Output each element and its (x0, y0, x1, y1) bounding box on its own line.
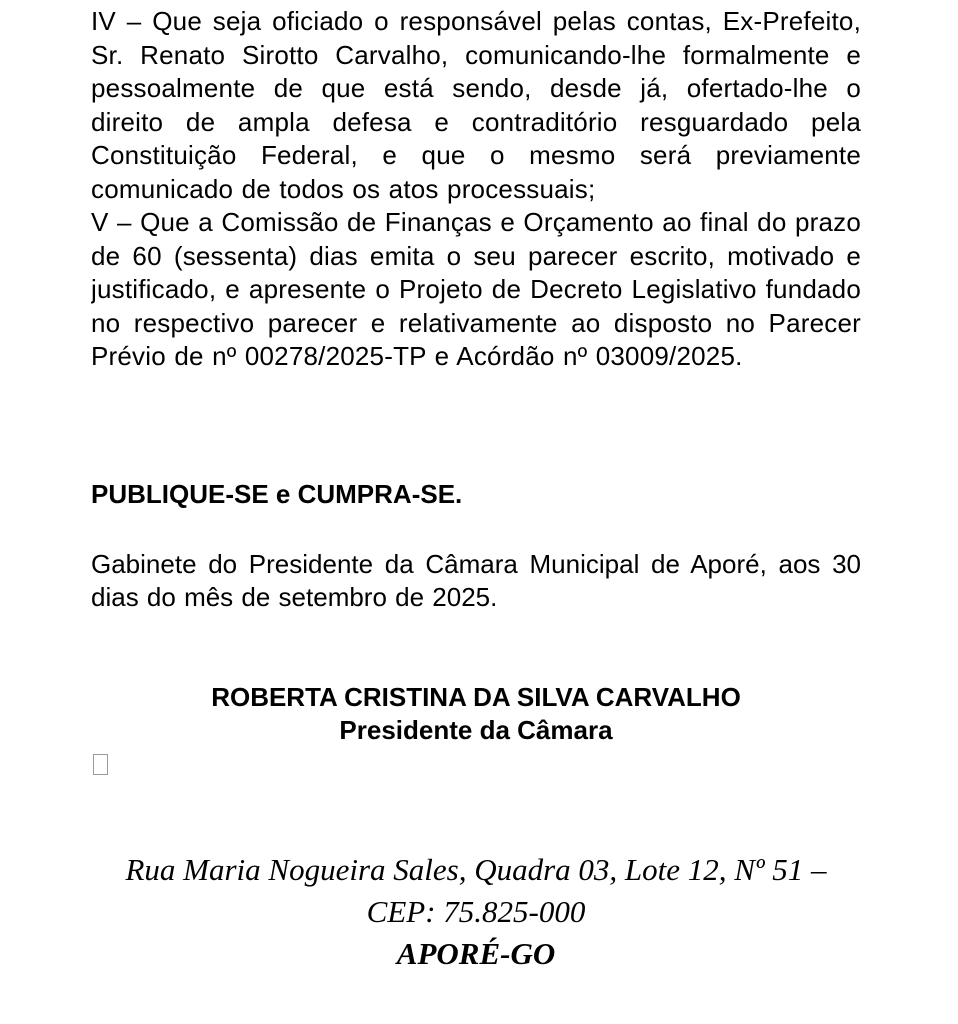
document-content (91, 0, 861, 975)
resolution-item-v: V – Que a Comissão de Finanças e Orçamento ao final do prazo de 60 (sessenta) dias emita o seu parecer escrito, motivado e justificado, e apresente o Projeto de Decreto Legislativo fundado no respectivo parecer e relativamente ao disposto no Parecer Prévio de nº 00278/2025-TP e Acórdão nº 03009/2025. (91, 207, 861, 371)
signature-block (91, 681, 861, 748)
footer-city-line: APORÉ-GO (396, 935, 556, 971)
cabinet-dateline: Gabinete do Presidente da Câmara Municipal de Aporé, aos 30 dias do mês de setembro de 2025. (91, 548, 861, 612)
signatory-role: Presidente da Câmara (339, 715, 613, 745)
footer-address-line1: Rua Maria Nogueira Sales, Quadra 03, Lote 12, Nº 51 – (125, 851, 827, 887)
publish-order-line: PUBLIQUE-SE e CUMPRA-SE. (91, 479, 463, 509)
missing-glyph-box-icon (93, 754, 108, 775)
resolution-items (91, 0, 861, 443)
resolution-item-iv: IV – Que seja oficiado o responsável pelas contas, Ex-Prefeito, Sr. Renato Sirotto Carvalho, comunicando-lhe formalmente e pessoalmente de que está sendo, desde já, ofertado-lhe o direito de ampla defesa e contraditório resguardado pela Constituição Federal, e que o mesmo será previamente comunicado de todos os atos processuais; (91, 6, 861, 204)
signatory-name: ROBERTA CRISTINA DA SILVA CARVALHO (211, 681, 741, 712)
footer-address-line2: CEP: 75.825-000 (366, 893, 586, 929)
page-footer (91, 849, 861, 975)
